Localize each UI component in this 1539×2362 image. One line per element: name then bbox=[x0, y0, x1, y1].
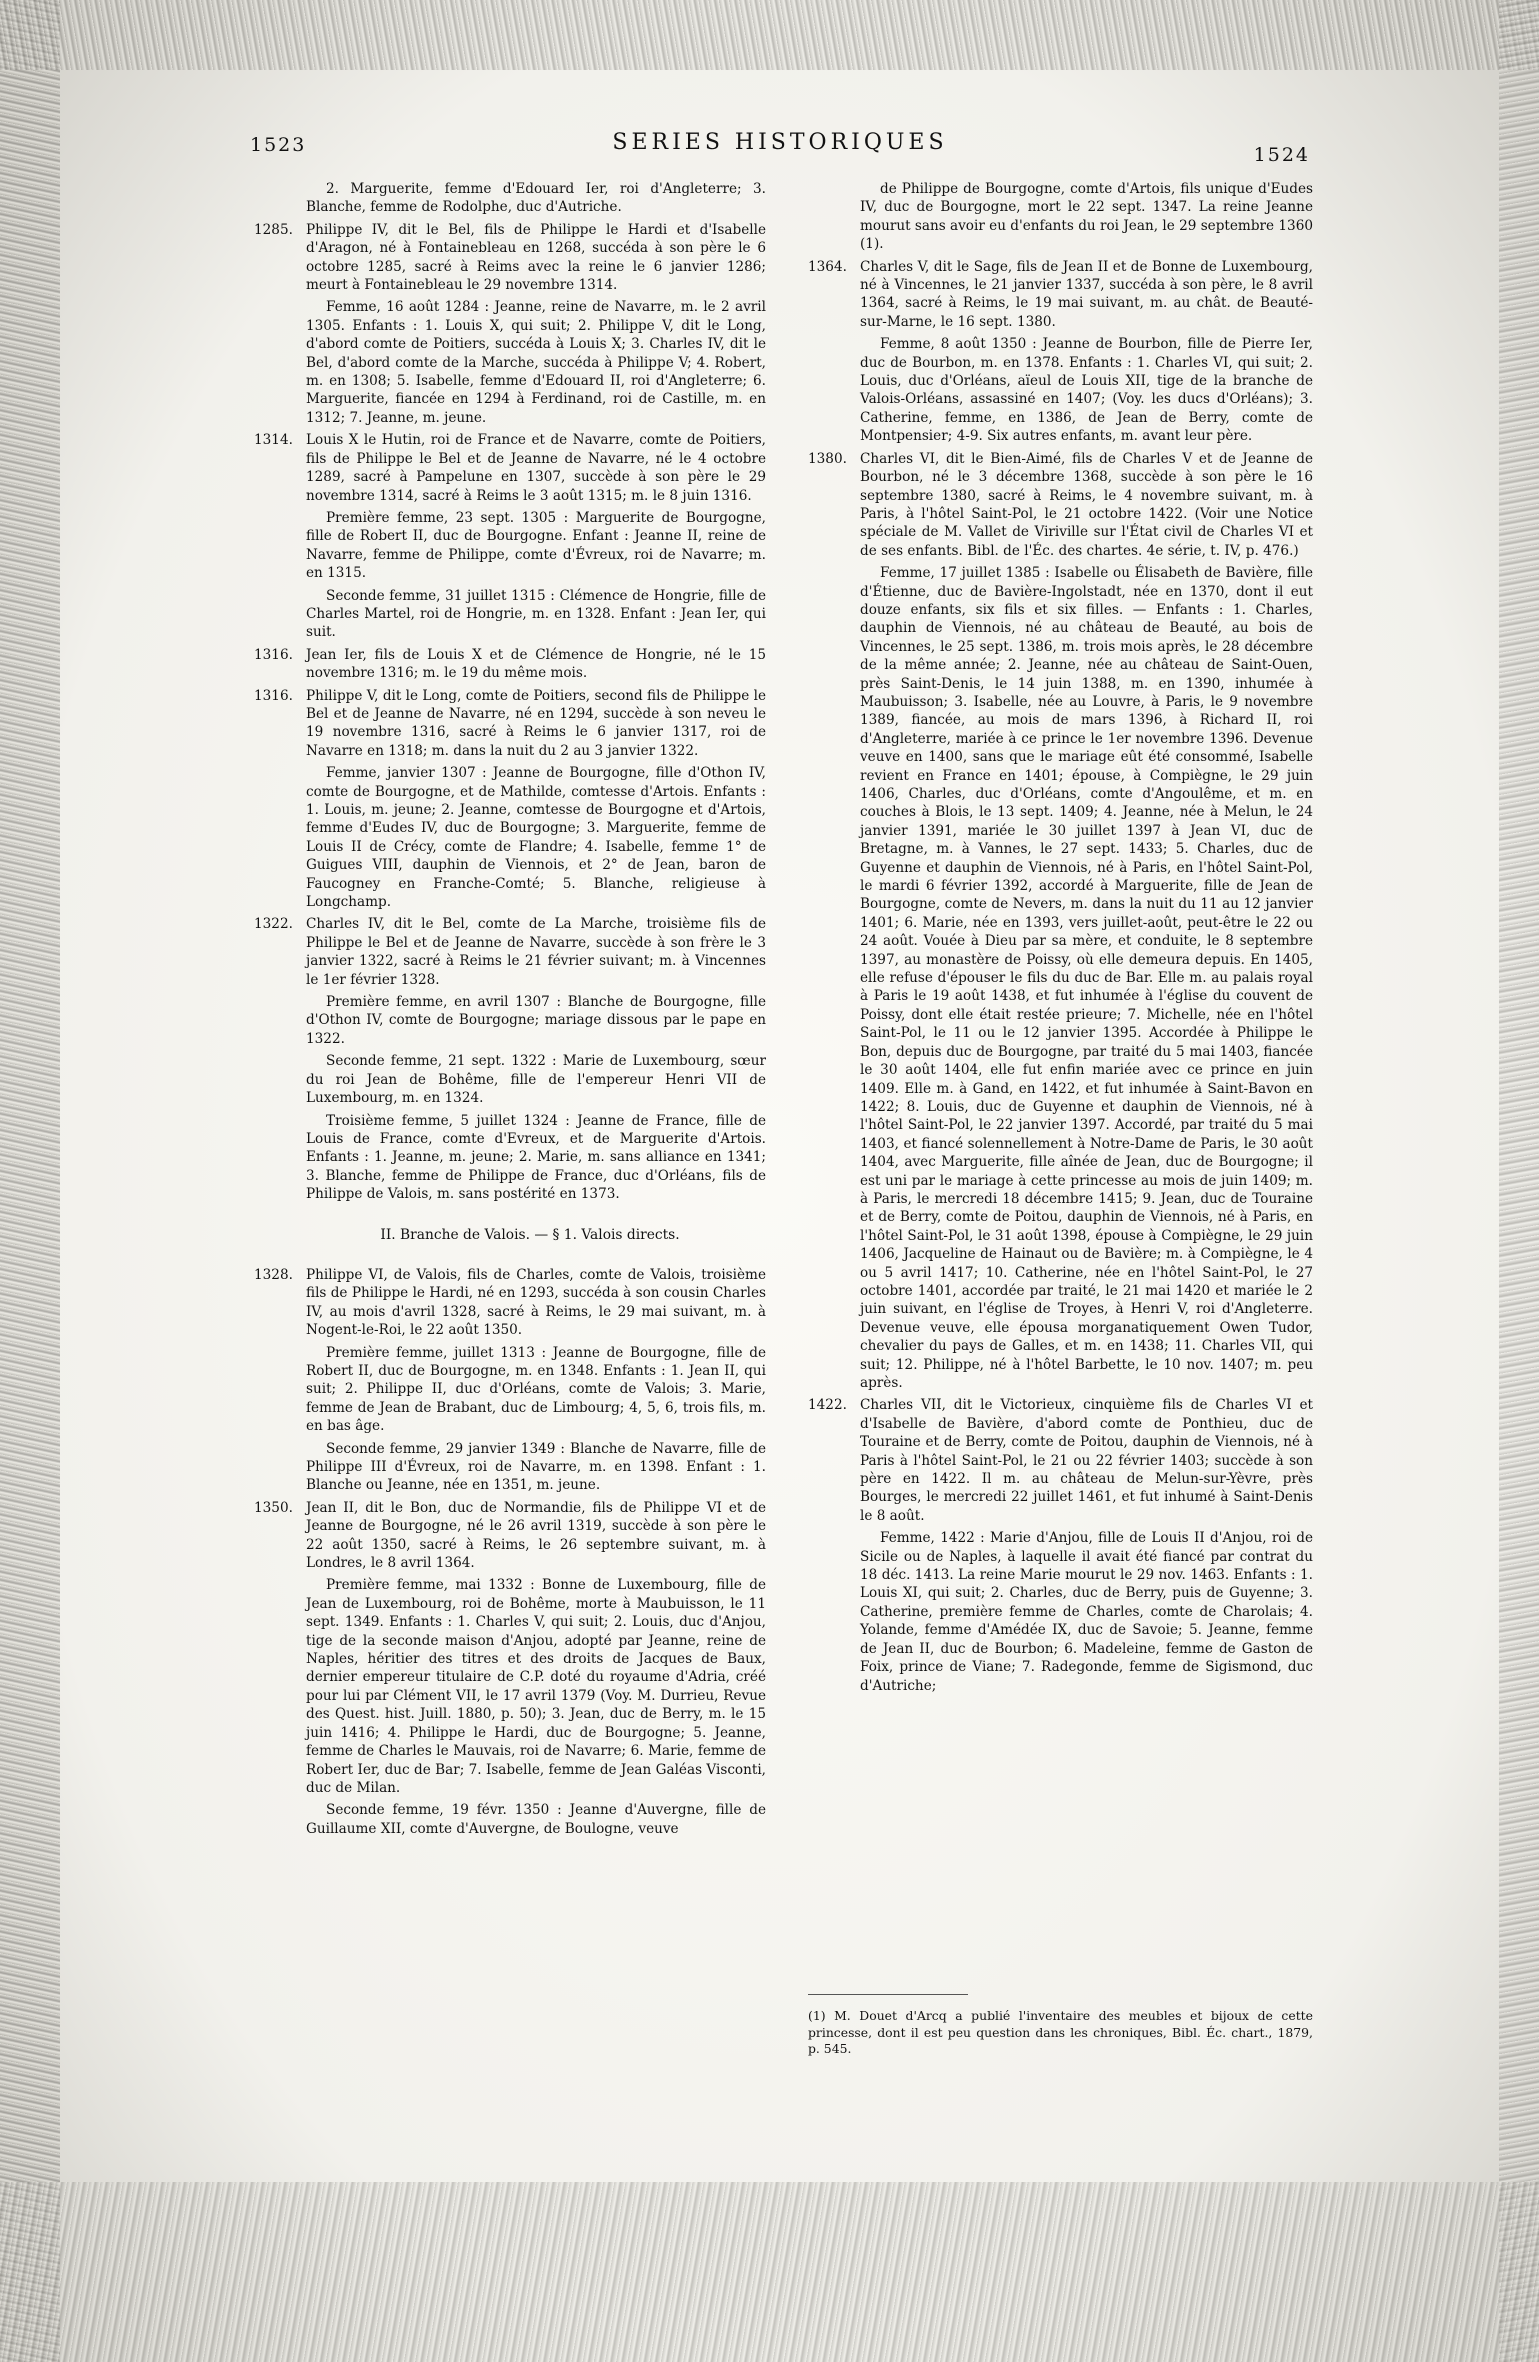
entry-year: 1322. bbox=[254, 916, 293, 933]
entry-text: Femme, 17 juillet 1385 : Isabelle ou Élisabeth de Bavière, fille d'Étienne, duc de Bavière-Ingolstadt, née en 1370, dont il eut douze enfants, six fils et six filles. — Enfants : 1. Charles, dauphin de Viennois, né au château de Beauté, au bois de Vincennes, le 25 sept. 1386, m. trois mois après, le 28 décembre de la même année; 2. Jeanne, née au château de Saint-Ouen, près Saint-Denis, le 14 juin 1388, m. en 1390, inhumée à Maubuisson; 3. Isabelle, née au Louvre, à Paris, le 9 novembre 1389, fiancée, au mois de mars 1396, à Richard II, roi d'Angleterre, mariée à ce prince le 1er novembre 1396. Devenue veuve en 1400, sans que le mariage eût été consommé, Isabelle revient en France en 1401; épouse, à Compiègne, le 29 juin 1406, Charles, duc d'Orléans, comte d'Angoulême, et m. en couches à Blois, le 13 sept. 1409; 4. Jeanne, née à Melun, le 24 janvier 1391, mariée le 30 juillet 1397 à Jean VI, duc de Bretagne, m. à Vannes, le 27 sept. 1433; 5. Charles, duc de Guyenne et dauphin de Viennois, né à Paris, en l'hôtel Saint-Pol, le mardi 6 février 1392, accordé à Marguerite, fille de Jean de Bourgogne, comte de Nevers, m. dans la nuit du 11 au 12 janvier 1401; 6. Marie, née en 1393, vers juillet-août, peut-être le 22 ou 24 août. Vouée à Dieu par sa mère, et conduite, le 8 septembre 1397, au monastère de Poissy, où elle demeura depuis. En 1405, elle refuse d'épouser le fils du duc de Bar. Elle m. au palais royal à Paris le 19 août 1438, et fut inhumée à l'église du couvent de Poissy, dont elle était restée prieure; 7. Michelle, née en l'hôtel Saint-Pol, le 11 ou le 12 janvier 1395. Accordée à Philippe le Bon, depuis duc de Bourgogne, par traité du 5 mai 1403, fiancée le 30 août 1404, elle fut enfin mariée avec ce prince en juin 1409. Elle m. à Gand, en 1422, et fut inhumée à Saint-Bavon en 1422; 8. Louis, duc de Guyenne et dauphin de Viennois, né à l'hôtel Saint-Pol, le 22 janvier 1397. Accordé, par traité du 5 mai 1403, et fiancé solennellement à Notre-Dame de Paris, le 30 août 1404, avec Marguerite, fille aînée de Jean, duc de Bourgogne; il est uni par le mariage à cette princesse au mois de juin 1409; m. à Paris, le mercredi 18 décembre 1415; 9. Jean, duc de Touraine et de Berry, comte de Poitou, dauphin de Viennois, né à Paris, en l'hôtel Saint-Pol, le 31 août 1398, épouse à Compiègne, le 29 juin 1406, Jacqueline de Hainaut ou de Bavière; m. à Compiègne, le 4 ou 5 avril 1417; 10. Catherine, née en l'hôtel Saint-Pol, le 27 octobre 1401, accordée par traité, le 21 mai 1420 et mariée le 2 juin suivant, en l'église de Troyes, à Henri V, roi d'Angleterre. Devenue veuve, elle épousa morganatiquement Owen Tudor, chevalier du pays de Galles, et m. en 1438; 11. Charles VII, qui suit; 12. Philippe, né à l'hôtel Barbette, le 10 nov. 1407; m. peu après. bbox=[860, 565, 1313, 1391]
dated-entry bbox=[808, 450, 1313, 560]
dated-entry bbox=[808, 1396, 1313, 1525]
entry-text: Première femme, juillet 1313 : Jeanne de Bourgogne, fille de Robert II, duc de Bourgogne, m. en 1348. Enfants : 1. Jean II, qui suit; 2. Philippe II, duc d'Orléans, comte de Valois; 3. Marie, femme de Jean de Brabant, duc de Limbourg; 4, 5, 6, trois fils, m. en bas âge. bbox=[306, 1344, 766, 1435]
dated-entry bbox=[254, 1499, 766, 1573]
dated-entry bbox=[254, 687, 766, 761]
entry-text: Charles VII, dit le Victorieux, cinquième fils de Charles VI et d'Isabelle de Bavière, d'abord comte de Ponthieu, duc de Touraine et de Berry, comte de Poitou, dauphin de Viennois, né à Paris à l'hôtel Saint-Pol, le 21 ou 22 février 1403; succède à son père en 1422. Il m. au château de Melun-sur-Yèvre, près Bourges, le mercredi 22 juillet 1461, et fut inhumé à Saint-Denis le 8 août. bbox=[860, 1397, 1313, 1524]
entry-paragraph bbox=[254, 298, 766, 427]
left-column bbox=[254, 180, 766, 1842]
entry-text: Jean II, dit le Bon, duc de Normandie, fils de Philippe VI et de Jeanne de Bourgogne, né le 26 avril 1319, succède à son père le 22 août 1350, sacré à Reims, le 26 septembre suivant, m. à Londres, le 8 avril 1364. bbox=[306, 1499, 766, 1572]
entry-text: Charles V, dit le Sage, fils de Jean II et de Bonne de Luxembourg, né à Vincennes, le 21 janvier 1337, succéda à son père, le 8 avril 1364, sacré à Reims, le 19 mai suivant, m. au chât. de Beauté-sur-Marne, le 16 sept. 1380. bbox=[860, 258, 1313, 330]
footnote: (1) M. Douet d'Arcq a publié l'inventaire des meubles et bijoux de cette princesse, dont il est peu question dans les chroniques, Bibl. Éc. chart., 1879, p. 545. bbox=[808, 2008, 1313, 2056]
entry-paragraph bbox=[254, 587, 766, 642]
entry-paragraph bbox=[254, 1052, 766, 1107]
entry-text: Philippe V, dit le Long, comte de Poitiers, second fils de Philippe le Bel et de Jeanne de Navarre, né en 1294, succède à son neveu le 19 novembre 1316, sacré à Reims le 6 janvier 1317, roi de Navarre en 1318; m. dans la nuit du 2 au 3 janvier 1322. bbox=[306, 687, 766, 759]
page-number-left: 1523 bbox=[250, 134, 307, 156]
entry-text: Femme, 8 août 1350 : Jeanne de Bourbon, fille de Pierre Ier, duc de Bourbon, m. en 1378. Enfants : 1. Charles VI, qui suit; 2. Louis, duc d'Orléans, aïeul de Louis XII, tige de la branche de Valois-Orléans, assassiné en 1407; (Voy. les ducs d'Orléans); 3. Catherine, femme, en 1386, de Jean de Berry, comte de Montpensier; 4-9. Six autres enfants, m. avant leur père. bbox=[860, 336, 1313, 445]
entry-year: 1285. bbox=[254, 221, 293, 238]
entry-text: Seconde femme, 29 janvier 1349 : Blanche de Navarre, fille de Philippe III d'Évreux, roi de Navarre, m. en 1398. Enfant : 1. Blanche ou Jeanne, née en 1351, m. jeune. bbox=[306, 1440, 766, 1494]
entry-year: 1316. bbox=[254, 646, 293, 663]
entry-text: de Philippe de Bourgogne, comte d'Artois, fils unique d'Eudes IV, duc de Bourgogne, mort le 22 sept. 1347. La reine Jeanne mourut sans avoir eu d'enfants du roi Jean, le 29 septembre 1360 (1). bbox=[860, 181, 1313, 253]
dated-entry bbox=[254, 915, 766, 989]
entry-paragraph bbox=[254, 1576, 766, 1797]
entry-text: Jean Ier, fils de Louis X et de Clémence de Hongrie, né le 15 novembre 1316; m. le 19 du même mois. bbox=[306, 646, 766, 682]
entry-paragraph bbox=[808, 180, 1313, 254]
entry-year: 1422. bbox=[808, 1397, 847, 1414]
entry-paragraph bbox=[254, 1344, 766, 1436]
entry-text: Première femme, 23 sept. 1305 : Marguerite de Bourgogne, fille de Robert II, duc de Bourgogne. Enfant : Jeanne II, reine de Navarre, femme de Philippe, comte d'Évreux, roi de Navarre; m. en 1315. bbox=[306, 509, 766, 582]
entry-text: Femme, 16 août 1284 : Jeanne, reine de Navarre, m. le 2 avril 1305. Enfants : 1. Louis X, qui suit; 2. Philippe V, dit le Long, d'abord comte de Poitiers, succéda à Louis X; 3. Charles IV, dit le Bel, d'abord comte de la Marche, succéda à Philippe V; 4. Robert, m. en 1308; 5. Isabelle, femme d'Edouard II, roi d'Angleterre; 6. Marguerite, fiancée en 1294 à Ferdinand, roi de Castille, m. en 1312; 7. Jeanne, m. jeune. bbox=[306, 299, 766, 426]
entry-text: Charles IV, dit le Bel, comte de La Marche, troisième fils de Philippe le Bel et de Jeanne de Navarre, succède à son frère le 3 janvier 1322, sacré à Reims le 21 février suivant; m. à Vincennes le 1er février 1328. bbox=[306, 916, 766, 988]
scan-edge-right bbox=[1499, 0, 1539, 2362]
entry-text: 2. Marguerite, femme d'Edouard Ier, roi d'Angleterre; 3. Blanche, femme de Rodolphe, duc d'Autriche. bbox=[306, 181, 766, 216]
dated-entry bbox=[254, 1266, 766, 1340]
entry-text: Philippe VI, de Valois, fils de Charles, comte de Valois, troisième fils de Philippe le Hardi, né en 1293, succéda à son cousin Charles IV, au mois d'avril 1328, sacré à Reims, le 29 mai suivant, m. à Nogent-le-Roi, le 22 août 1350. bbox=[306, 1266, 766, 1339]
entry-paragraph bbox=[808, 335, 1313, 445]
right-column bbox=[808, 180, 1313, 1699]
entry-text: Seconde femme, 31 juillet 1315 : Clémence de Hongrie, fille de Charles Martel, roi de Hongrie, m. en 1328. Enfant : Jean Ier, qui suit. bbox=[306, 587, 766, 641]
entry-paragraph bbox=[254, 1801, 766, 1838]
entry-year: 1314. bbox=[254, 432, 293, 449]
scan-edge-left bbox=[0, 0, 60, 2362]
entry-paragraph bbox=[808, 1529, 1313, 1695]
entry-text: Charles VI, dit le Bien-Aimé, fils de Charles V et de Jeanne de Bourbon, né le 3 décembre 1368, succède à son père le 16 septembre 1380, sacré à Reims, le 4 novembre suivant, m. à Paris, à l'hôtel Saint-Pol, le 21 octobre 1422. (Voir une Notice spéciale de M. Vallet de Viriville sur l'État civil de Charles VI et de ses enfants. Bibl. de l'Éc. des chartes. 4e série, t. IV, p. 476.) bbox=[860, 450, 1313, 559]
entry-paragraph bbox=[808, 564, 1313, 1392]
running-header bbox=[250, 128, 1310, 168]
entry-year: 1316. bbox=[254, 687, 293, 704]
entry-text: Philippe IV, dit le Bel, fils de Philippe le Hardi et d'Isabelle d'Aragon, né à Fontainebleau en 1268, succéda à son père le 6 octobre 1285, sacré à Reims avec la reine le 6 janvier 1286; meurt à Fontainebleau le 29 novembre 1314. bbox=[306, 221, 766, 294]
entry-year: 1328. bbox=[254, 1266, 293, 1283]
entry-text: Première femme, mai 1332 : Bonne de Luxembourg, fille de Jean de Luxembourg, roi de Bohême, morte à Maubuisson, le 11 sept. 1349. Enfants : 1. Charles V, qui suit; 2. Louis, duc d'Anjou, tige de la seconde maison d'Anjou, adopté par Jeanne, reine de Naples, héritier des titres et des droits de Jacques de Baux, dernier empereur titulaire de C.P. doté du royaume d'Adria, créé pour lui par Clément VII, le 17 avril 1379 (Voy. M. Durrieu, Revue des Quest. hist. Juill. 1880, p. 50); 3. Jean, duc de Berry, m. le 15 juin 1416; 4. Philippe le Hardi, duc de Bourgogne; 5. Jeanne, femme de Charles le Mauvais, roi de Navarre; 6. Marie, femme de Robert Ier, duc de Bar; 7. Isabelle, femme de Jean Galéas Visconti, duc de Milan. bbox=[306, 1577, 766, 1796]
entry-paragraph bbox=[254, 1112, 766, 1204]
left-column-entries-continued bbox=[254, 1266, 766, 1838]
running-title: SERIES HISTORIQUES bbox=[612, 130, 948, 155]
footnote-rule bbox=[808, 1994, 968, 1995]
entry-paragraph bbox=[254, 764, 766, 911]
entry-text: Seconde femme, 21 sept. 1322 : Marie de Luxembourg, sœur du roi Jean de Bohême, fille de l'empereur Henri VII de Luxembourg, m. en 1324. bbox=[306, 1053, 766, 1107]
scan-edge-bottom bbox=[0, 2182, 1539, 2362]
entry-year: 1380. bbox=[808, 450, 847, 467]
section-heading: II. Branche de Valois. — § 1. Valois directs. bbox=[380, 1226, 680, 1243]
page-number-right: 1524 bbox=[1253, 144, 1310, 166]
entry-year: 1350. bbox=[254, 1499, 293, 1516]
entry-paragraph bbox=[254, 993, 766, 1048]
entry-text: Seconde femme, 19 févr. 1350 : Jeanne d'Auvergne, fille de Guillaume XII, comte d'Auvergne, de Boulogne, veuve bbox=[306, 1802, 766, 1837]
entry-text: Louis X le Hutin, roi de France et de Navarre, comte de Poitiers, fils de Philippe le Bel et de Jeanne de Navarre, né le 4 octobre 1289, sacré à Pampelune en 1307, succède à son père le 29 novembre 1314, sacré à Reims le 3 août 1315; m. le 8 juin 1316. bbox=[306, 432, 766, 504]
dated-entry bbox=[254, 431, 766, 505]
entry-text: Femme, 1422 : Marie d'Anjou, fille de Louis II d'Anjou, roi de Sicile ou de Naples, à laquelle il avait été fiancé par contrat du 18 déc. 1413. La reine Marie mourut le 29 nov. 1463. Enfants : 1. Louis XI, qui suit; 2. Charles, duc de Berry, puis de Guyenne; 3. Catherine, première femme de Charles, comte de Charolais; 4. Yolande, femme d'Amédée IX, duc de Savoie; 5. Jeanne, femme de Jean II, duc de Bourbon; 6. Madeleine, femme de Gaston de Foix, prince de Viane; 7. Radegonde, femme de Sigismond, duc d'Autriche; bbox=[860, 1530, 1313, 1694]
entry-text: Femme, janvier 1307 : Jeanne de Bourgogne, fille d'Othon IV, comte de Bourgogne, et de Mathilde, comtesse d'Artois. Enfants : 1. Louis, m. jeune; 2. Jeanne, comtesse de Bourgogne et d'Artois, femme d'Eudes IV, duc de Bourgogne; 3. Marguerite, femme de Louis II de Crécy, comte de Flandre; 4. Isabelle, femme 1° de Guigues VIII, dauphin de Viennois, et 2° de Jean, baron de Faucogney en Franche-Comté; 5. Blanche, religieuse à Longchamp. bbox=[306, 765, 766, 911]
scan-edge-top bbox=[0, 0, 1539, 70]
right-column-entries bbox=[808, 180, 1313, 1695]
dated-entry bbox=[254, 646, 766, 683]
entry-paragraph bbox=[254, 180, 766, 217]
entry-text: Première femme, en avril 1307 : Blanche de Bourgogne, fille d'Othon IV, comte de Bourgogne; mariage dissous par le pape en 1322. bbox=[306, 994, 766, 1047]
entry-paragraph bbox=[254, 1440, 766, 1495]
dated-entry bbox=[808, 258, 1313, 332]
entry-year: 1364. bbox=[808, 258, 847, 275]
entry-text: Troisième femme, 5 juillet 1324 : Jeanne de France, fille de Louis de France, comte d'Evreux, et de Marguerite d'Artois. Enfants : 1. Jeanne, m. jeune; 2. Marie, m. sans alliance en 1341; 3. Blanche, femme de Philippe de France, duc d'Orléans, fils de Philippe de Valois, m. sans postérité en 1373. bbox=[306, 1112, 766, 1203]
dated-entry bbox=[254, 221, 766, 295]
entry-paragraph bbox=[254, 509, 766, 583]
left-column-entries bbox=[254, 180, 766, 1204]
